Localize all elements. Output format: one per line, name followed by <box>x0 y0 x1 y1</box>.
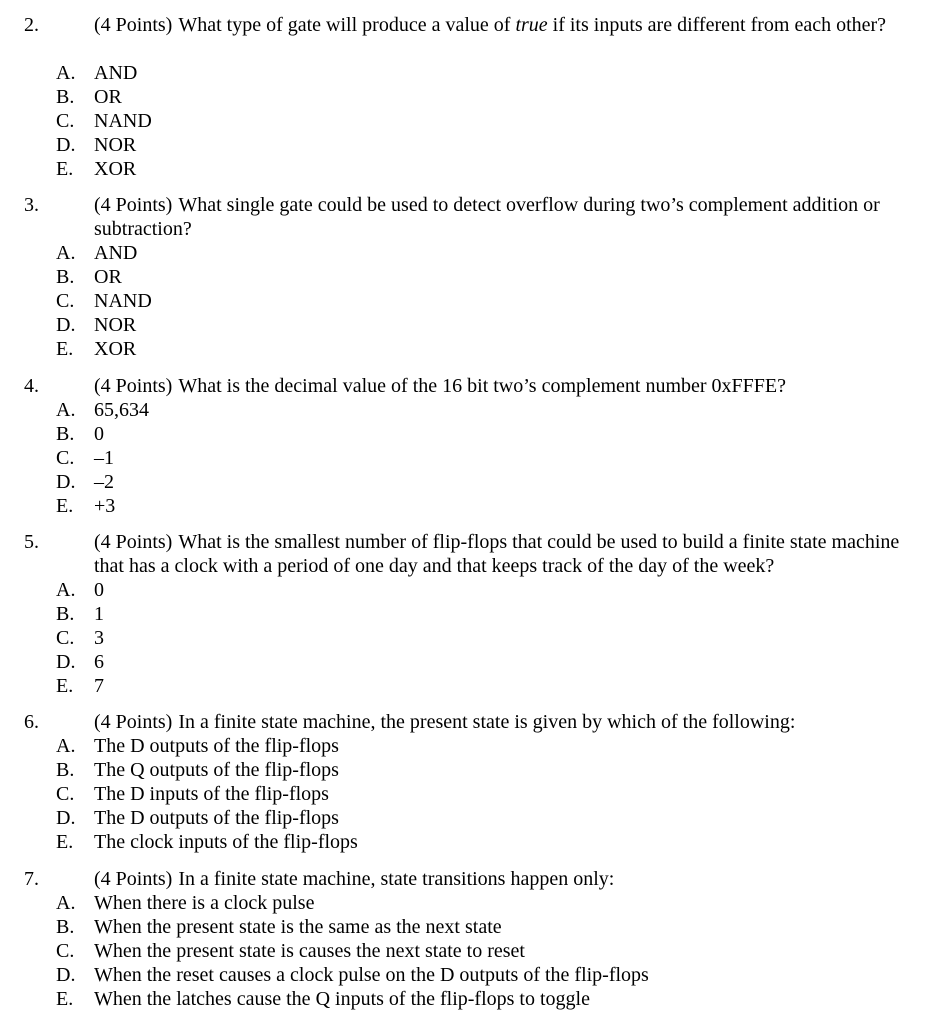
question-text <box>94 710 926 734</box>
option-text: –2 <box>94 471 114 493</box>
option-b <box>0 85 939 109</box>
option-text: The D outputs of the flip-flops <box>94 807 339 829</box>
option-letter: B. <box>56 759 75 781</box>
option-b <box>0 915 939 939</box>
option-b <box>0 265 939 289</box>
question-text-body: In a finite state machine, state transitions happen only: <box>178 868 615 890</box>
option-text: +3 <box>94 495 116 517</box>
question-text-body: What is the smallest number of flip-flops that could be used to build a finite state machine that has a clock with a period of one day and that keeps track of the day of the week? <box>94 531 900 577</box>
option-text: NAND <box>94 110 152 132</box>
option-letter: C. <box>56 627 75 649</box>
option-letter: E. <box>56 831 74 853</box>
option-letter: A. <box>56 399 76 421</box>
question-number: 4. <box>24 375 39 397</box>
option-a <box>0 734 939 758</box>
option-letter: D. <box>56 807 76 829</box>
question-number: 5. <box>24 531 39 553</box>
option-text: The D outputs of the flip-flops <box>94 735 339 757</box>
option-e <box>0 987 939 1011</box>
option-e <box>0 674 939 698</box>
option-c <box>0 109 939 133</box>
option-a <box>0 891 939 915</box>
option-letter: D. <box>56 471 76 493</box>
option-letter: B. <box>56 423 75 445</box>
question-points: (4 Points) <box>94 711 173 733</box>
option-text: NOR <box>94 134 137 156</box>
option-e <box>0 157 939 181</box>
option-text: OR <box>94 266 122 288</box>
question-points: (4 Points) <box>94 375 173 397</box>
question-text <box>94 13 926 37</box>
option-text: 7 <box>94 675 104 697</box>
question-text-body: What is the decimal value of the 16 bit two’s complement number 0xFFFE? <box>178 375 786 397</box>
question-number: 6. <box>24 711 39 733</box>
option-text: When the present state is the same as the next state <box>94 916 502 938</box>
option-letter: A. <box>56 242 76 264</box>
question-text-part: if its inputs are different from each other? <box>547 14 887 36</box>
option-d <box>0 806 939 830</box>
option-letter: C. <box>56 447 75 469</box>
option-letter: A. <box>56 735 76 757</box>
option-text: 1 <box>94 603 104 625</box>
option-b <box>0 758 939 782</box>
question-points: (4 Points) <box>94 868 173 890</box>
option-letter: A. <box>56 62 76 84</box>
option-text: NAND <box>94 290 152 312</box>
option-letter: D. <box>56 964 76 986</box>
option-letter: B. <box>56 916 75 938</box>
option-text: AND <box>94 242 138 264</box>
option-text: 65,634 <box>94 399 149 421</box>
option-letter: C. <box>56 783 75 805</box>
option-text: 3 <box>94 627 104 649</box>
option-letter: E. <box>56 495 74 517</box>
question-number: 2. <box>24 14 39 36</box>
option-text: AND <box>94 62 138 84</box>
option-letter: E. <box>56 158 74 180</box>
option-letter: D. <box>56 314 76 336</box>
option-b <box>0 422 939 446</box>
option-d <box>0 313 939 337</box>
option-c <box>0 626 939 650</box>
option-letter: E. <box>56 988 74 1010</box>
option-text: 6 <box>94 651 104 673</box>
option-letter: B. <box>56 266 75 288</box>
question-text <box>94 374 926 398</box>
question-text-part: What type of gate will produce a value of <box>178 14 516 36</box>
option-c <box>0 446 939 470</box>
question-text <box>94 530 926 578</box>
question-number: 3. <box>24 194 39 216</box>
option-letter: B. <box>56 86 75 108</box>
option-text: NOR <box>94 314 137 336</box>
option-letter: C. <box>56 940 75 962</box>
question-points: (4 Points) <box>94 14 173 36</box>
option-text: 0 <box>94 423 104 445</box>
option-c <box>0 289 939 313</box>
question-text <box>94 193 926 241</box>
question-number: 7. <box>24 868 39 890</box>
option-text: 0 <box>94 579 104 601</box>
option-letter: B. <box>56 603 75 625</box>
option-letter: C. <box>56 290 75 312</box>
option-letter: A. <box>56 579 76 601</box>
option-d <box>0 133 939 157</box>
option-b <box>0 602 939 626</box>
option-a <box>0 61 939 85</box>
option-e <box>0 494 939 518</box>
question-text-body: In a finite state machine, the present state is given by which of the following: <box>178 711 796 733</box>
option-e <box>0 830 939 854</box>
option-a <box>0 578 939 602</box>
option-letter: A. <box>56 892 76 914</box>
option-text: XOR <box>94 158 137 180</box>
option-letter: D. <box>56 651 76 673</box>
option-text: XOR <box>94 338 137 360</box>
option-text: The clock inputs of the flip-flops <box>94 831 358 853</box>
option-c <box>0 782 939 806</box>
option-d <box>0 650 939 674</box>
option-e <box>0 337 939 361</box>
option-letter: E. <box>56 675 74 697</box>
option-d <box>0 470 939 494</box>
option-text: –1 <box>94 447 114 469</box>
option-a <box>0 241 939 265</box>
question-text <box>94 867 926 891</box>
option-text: The Q outputs of the flip-flops <box>94 759 339 781</box>
option-text: When the present state is causes the next state to reset <box>94 940 525 962</box>
option-a <box>0 398 939 422</box>
question-points: (4 Points) <box>94 531 173 553</box>
question-text-emphasis: true <box>515 14 548 36</box>
question-points: (4 Points) <box>94 194 173 216</box>
question-text-body: What single gate could be used to detect overflow during two’s complement addition or subtraction? <box>94 194 880 240</box>
option-text: When there is a clock pulse <box>94 892 315 914</box>
option-letter: D. <box>56 134 76 156</box>
option-c <box>0 939 939 963</box>
option-d <box>0 963 939 987</box>
option-letter: E. <box>56 338 74 360</box>
option-letter: C. <box>56 110 75 132</box>
option-text: The D inputs of the flip-flops <box>94 783 329 805</box>
option-text: OR <box>94 86 122 108</box>
option-text: When the latches cause the Q inputs of the flip-flops to toggle <box>94 988 590 1010</box>
option-text: When the reset causes a clock pulse on the D outputs of the flip-flops <box>94 964 649 986</box>
